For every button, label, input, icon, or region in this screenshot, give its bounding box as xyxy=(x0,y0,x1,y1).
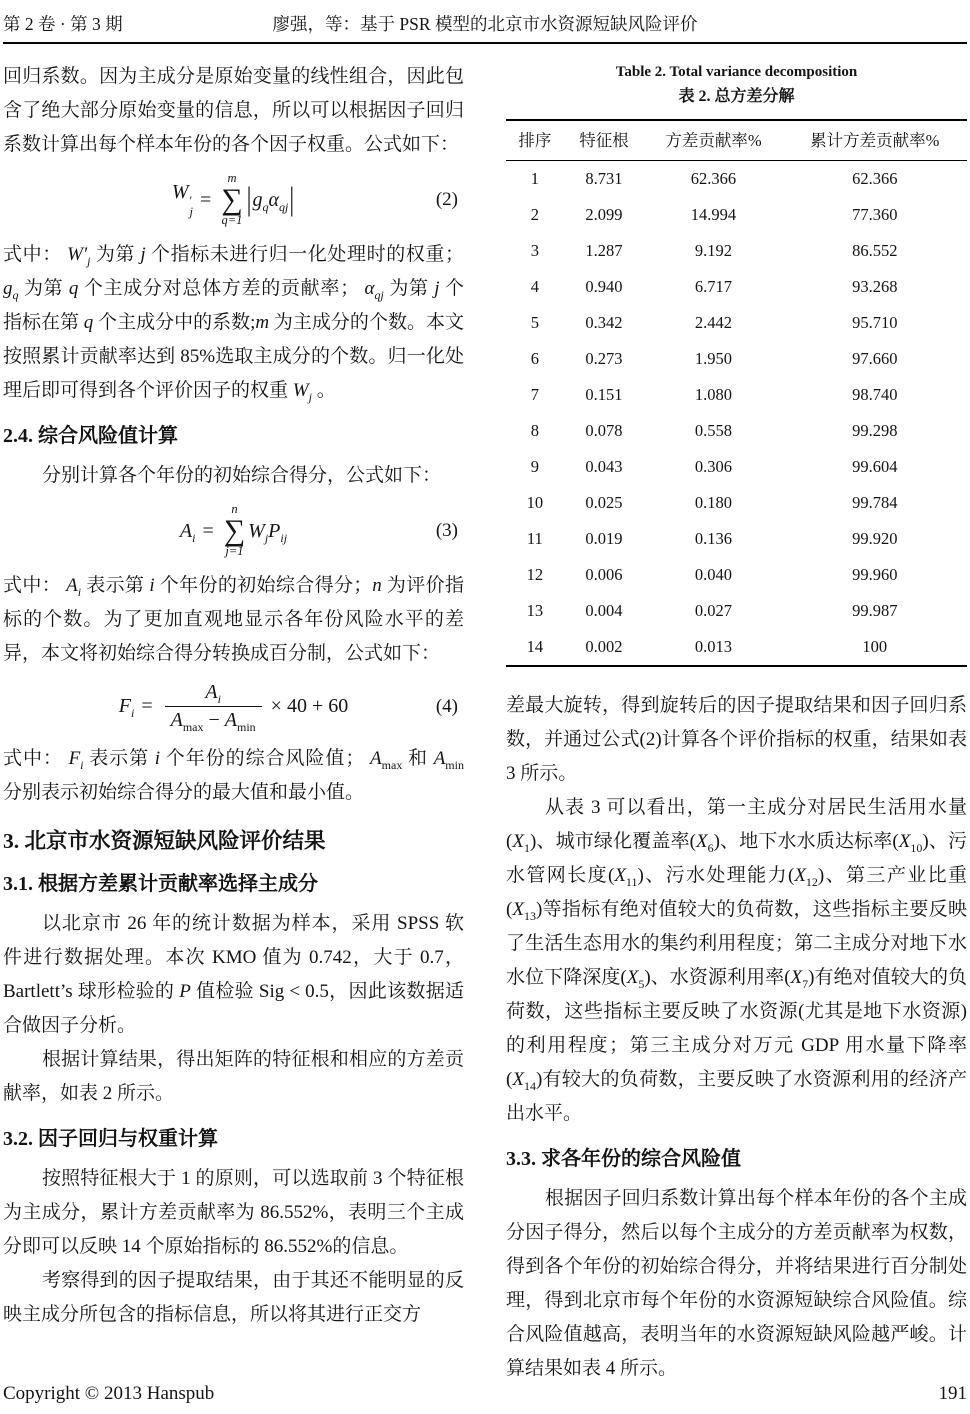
formula-2-term2: $\alpha_{qj}$ xyxy=(268,188,289,214)
table-cell: 10 xyxy=(526,493,544,512)
table-cell: 11 xyxy=(526,529,543,548)
table-cell: 0.025 xyxy=(585,493,623,512)
paragraph-score: 分别计算各个年份的初始综合得分，公式如下： xyxy=(41,465,441,486)
variance-table xyxy=(506,119,967,667)
table-cell: 95.710 xyxy=(852,313,898,332)
table-cell: 3 xyxy=(530,241,539,260)
table-cell: 99.960 xyxy=(852,565,898,584)
table-cell: 0.180 xyxy=(694,493,732,512)
table-cell: 97.660 xyxy=(852,349,898,368)
table-cell: 93.268 xyxy=(852,277,898,296)
table-cell: 0.006 xyxy=(585,565,623,584)
table-row xyxy=(506,449,967,485)
issue-label: 第 2 卷 · 第 3 期 xyxy=(3,14,123,34)
formula-3-expression: $A_i$ = n ∑ j=1 $W_j$ $P_{ij}$ xyxy=(179,502,288,559)
formula-4-lhs: $F_i$ xyxy=(118,695,135,720)
table-cell: 0.151 xyxy=(585,385,623,404)
table-cell: 5 xyxy=(530,313,539,332)
table-cell: 4 xyxy=(530,277,539,296)
table-cell: 2.442 xyxy=(694,313,732,332)
column-header-cumulative: 累计方差贡献率% xyxy=(783,120,967,161)
paragraph-eigenvalue: 按照特征根大于 1 的原则，可以选取前 3 个特征根为主成分，累计方差贡献率为 86.552%，表明三个主成分即可以反映 14 个原始指标的 86.552%的信息。 xyxy=(3,1168,464,1257)
formula-2-lhs: W ′ j xyxy=(171,181,193,220)
table-cell: 14 xyxy=(526,637,544,656)
summation-symbol: m ∑ q=1 xyxy=(221,171,243,228)
table-cell: 0.002 xyxy=(585,637,623,656)
section-heading-3-1: 3.1. 根据方差累计贡献率选择主成分 xyxy=(3,873,318,895)
table-row xyxy=(506,521,967,557)
table-cell: 2.099 xyxy=(585,205,623,224)
copyright-notice: Copyright © 2013 Hanspub xyxy=(3,1383,215,1404)
running-head xyxy=(3,12,967,44)
column-header-rank: 排序 xyxy=(506,120,564,161)
equation-number: (4) xyxy=(435,695,458,717)
page-footer xyxy=(3,1382,967,1406)
paragraph-intro: 回归系数。因为主成分是原始变量的线性组合，因此包含了绝大部分原始变量的信息，所以可以根据因子回归系数计算出每个样本年份的各个因子权重。公式如下： xyxy=(3,66,464,155)
table-row xyxy=(506,377,967,413)
table-cell: 9.192 xyxy=(694,241,732,260)
table-cell: 14.994 xyxy=(690,205,737,224)
paragraph-kmo: 以北京市 26 年的统计数据为样本，采用 SPSS 软件进行数据处理。本次 KMO 值为 0.742，大于 0.7，Bartlett’s 球形检验的 P 值检验 Sig < 0.5，因此该数据适合做因子分析。 xyxy=(3,913,464,1036)
table-cell: 99.920 xyxy=(852,529,898,548)
table-caption-en: Table 2. Total variance decomposition xyxy=(615,64,858,80)
table-cell: 8 xyxy=(530,421,539,440)
table-cell: 13 xyxy=(526,601,544,620)
table-cell: 0.013 xyxy=(694,637,732,656)
table-cell: 86.552 xyxy=(852,241,898,260)
formula-2 xyxy=(3,172,464,228)
paragraph-formula4-note: 式中： $F_i$ 表示第 i 个年份的综合风险值； $A_{max}$ 和 $A_{min}$ 分别表示初始综合得分的最大值和最小值。 xyxy=(3,748,464,803)
table-cell: 1 xyxy=(530,169,539,188)
table-cell: 1.080 xyxy=(694,385,732,404)
table-row xyxy=(506,161,967,198)
table-row xyxy=(506,341,967,377)
table-cell: 12 xyxy=(526,565,544,584)
table-cell: 1.287 xyxy=(585,241,623,260)
table-cell: 99.784 xyxy=(852,493,898,512)
formula-4-expression: $F_i$ = $\frac{A_i}{A_{max} - A_{min}}$ × 40 + 60 xyxy=(118,681,349,734)
table-body xyxy=(506,161,967,667)
formula-3-lhs: $A_i$ xyxy=(179,519,196,545)
equation-number: (3) xyxy=(435,520,458,541)
table-cell: 0.043 xyxy=(585,457,623,476)
table-row xyxy=(506,485,967,521)
section-heading-2-4: 2.4. 综合风险值计算 xyxy=(3,425,178,447)
table-cell: 0.004 xyxy=(585,601,623,620)
table-header xyxy=(506,120,967,161)
equation-number: (2) xyxy=(435,189,458,210)
table-cell: 99.987 xyxy=(852,601,898,620)
table-cell: 62.366 xyxy=(690,169,737,188)
table-cell: 0.342 xyxy=(585,313,623,332)
table-cell: 0.040 xyxy=(694,565,732,584)
table-cell: 0.273 xyxy=(585,349,623,368)
table-cell: 9 xyxy=(530,457,539,476)
paragraph-formula2-note: 式中： $W'_j$ 为第 j 个指标未进行归一化处理时的权重；$g_q$ 为第 q 个主成分对总体方差的贡献率； $\alpha_{qj}$ 为第 j 个指标在第 q 个主成分中的系数;m 为主成分的个数。本文按照累计贡献率达到 85%选取主成分的个数。归一化处理后即可得到各个评价因子的权重 $W_j$ 。 xyxy=(3,244,464,404)
table-cell: 77.360 xyxy=(852,205,898,224)
table-row xyxy=(506,629,967,666)
table-caption-zh: 表 2. 总方差分解 xyxy=(678,88,795,105)
formula-3-term1: $W_j$ xyxy=(248,519,269,545)
table-cell: 98.740 xyxy=(852,385,898,404)
table-cell: 6 xyxy=(530,349,539,368)
table-row xyxy=(506,305,967,341)
fraction: $\frac{A_i}{A_{max} - A_{min}}$ xyxy=(165,681,262,732)
formula-4 xyxy=(3,681,464,732)
left-column xyxy=(3,60,464,1386)
table-header-row xyxy=(506,120,967,161)
table-row xyxy=(506,413,967,449)
table-row xyxy=(506,197,967,233)
column-header-variance: 方差贡献率% xyxy=(644,120,782,161)
column-header-eigenvalue: 特征根 xyxy=(564,120,645,161)
table-cell: 0.027 xyxy=(694,601,732,620)
running-title: 廖强，等：基于 PSR 模型的北京市水资源短缺风险评价 xyxy=(272,14,698,34)
paragraph-principal-components: 从表 3 可以看出，第一主成分对居民生活用水量$(X_1)$、城市绿化覆盖率$(X_6)$、地下水水质达标率$(X_{10})$、污水管网长度$(X_{11})$、污水处理能力$(X_{12})$、第三产业比重$(X_{13})$等指标有绝对值较大的负荷数，这些指标主要反映了生活生态用水的集约利用程度；第二主成分对地下水水位下降深度$(X_5)$、水资源利用率$(X_7)$有绝对值较大的负荷数，这些指标主要反映了水资源(尤其是地下水资源)的利用程度；第三主成分对万元 GDP 用水量下降率$(X_{14})$有较大的负荷数，主要反映了水资源利用的经济产出水平。 xyxy=(506,797,968,1124)
summation-symbol: n ∑ j=1 xyxy=(223,502,246,559)
table-cell: 7 xyxy=(530,385,539,404)
table-cell: 6.717 xyxy=(694,277,732,296)
paragraph-rotation-continue: 差最大旋转，得到旋转后的因子提取结果和因子回归系数，并通过公式(2)计算各个评价指标的权重，结果如表 3 所示。 xyxy=(506,695,967,784)
table-row xyxy=(506,233,967,269)
table-cell: 0.306 xyxy=(694,457,732,476)
paragraph-rotation: 考察得到的因子提取结果，由于其还不能明显的反映主成分所包含的指标信息，所以将其进行正交方 xyxy=(3,1270,464,1325)
table-cell: 2 xyxy=(530,205,539,224)
table-row xyxy=(506,557,967,593)
table-cell: 0.078 xyxy=(585,421,623,440)
table-cell: 99.298 xyxy=(852,421,898,440)
page-number: 191 xyxy=(938,1383,967,1404)
section-heading-3-3: 3.3. 求各年份的综合风险值 xyxy=(506,1148,741,1170)
table-cell: 0.940 xyxy=(585,277,623,296)
formula-3-term2: $P_{ij}$ xyxy=(268,519,288,545)
table-row xyxy=(506,269,967,305)
two-column-body xyxy=(3,60,967,1386)
paragraph-formula3-note: 式中： $A_i$ 表示第 i 个年份的初始综合得分；n 为评价指标的个数。为了更加直观地显示各年份风险水平的差异，本文将初始综合得分转换成百分制，公式如下： xyxy=(3,575,464,664)
table-cell: 62.366 xyxy=(852,169,898,188)
formula-3 xyxy=(3,503,464,559)
formula-2-term1: $g_q$ xyxy=(252,188,269,214)
section-heading-3: 3. 北京市水资源短缺风险评价结果 xyxy=(3,829,326,853)
table-cell: 100 xyxy=(862,637,888,656)
table-cell: 0.558 xyxy=(694,421,732,440)
table-cell: 1.950 xyxy=(694,349,732,368)
paragraph-risk-value: 根据因子回归系数计算出每个样本年份的各个主成分因子得分，然后以每个主成分的方差贡献率为权数，得到各个年份的初始综合得分，并将结果进行百分制处理，得到北京市每个年份的水资源短缺综合风险值。综合风险值越高，表明当年的水资源短缺风险越严峻。计算结果如表 4 所示。 xyxy=(506,1188,967,1379)
right-column xyxy=(506,60,967,1386)
table-cell: 0.019 xyxy=(585,529,623,548)
section-heading-3-2: 3.2. 因子回归与权重计算 xyxy=(3,1128,218,1150)
table-cell: 0.136 xyxy=(694,529,732,548)
table-row xyxy=(506,593,967,629)
table-cell: 8.731 xyxy=(585,169,623,188)
paragraph-calc-result: 根据计算结果，得出矩阵的特征根和相应的方差贡献率，如表 2 所示。 xyxy=(3,1049,464,1104)
formula-2-expression: W ′ j = m ∑ q=1 | $g_q$ $\alpha_{qj}$ | xyxy=(171,171,295,228)
table-cell: 99.604 xyxy=(852,457,898,476)
